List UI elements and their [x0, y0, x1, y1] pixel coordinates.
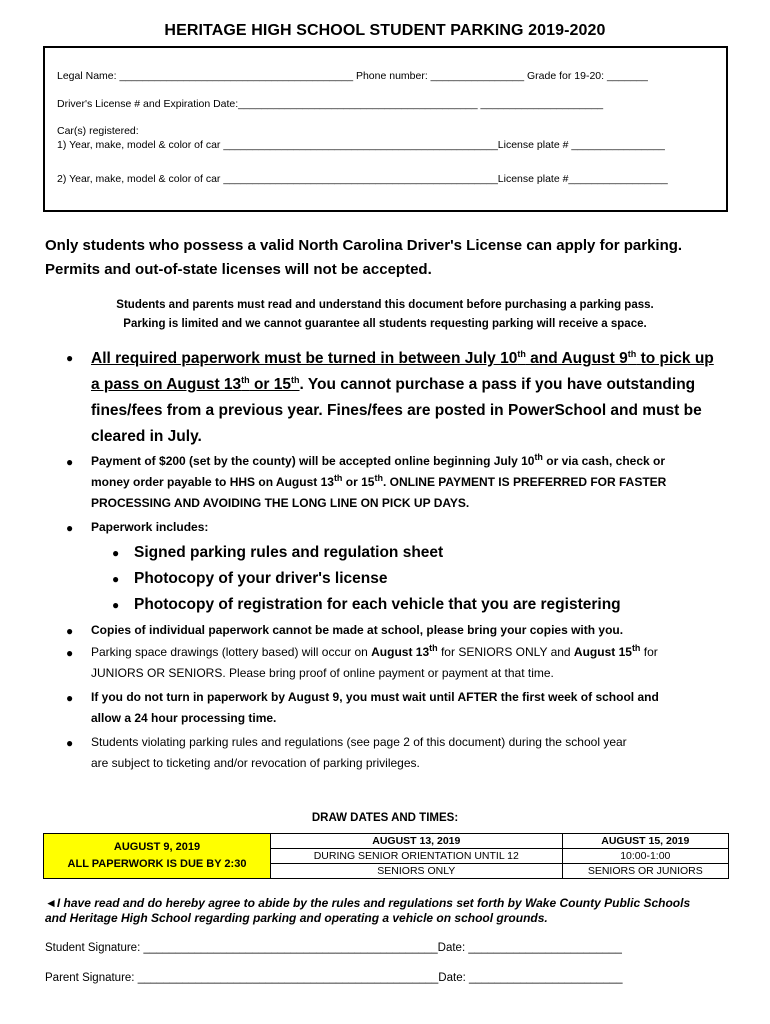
bullet-icon: ● [66, 646, 74, 660]
bullet-late-paperwork: If you do not turn in paperwork by August 9, you must wait until AFTER the first week of school and allow a 24 hour processing time. [91, 690, 659, 725]
bullet-violations: Students violating parking rules and regulations (see page 2 of this document) during the school year are subject to ticketing and/or revocation of parking privileges. [91, 735, 627, 770]
bullet-icon: ● [66, 624, 74, 638]
car-2-line[interactable]: 2) Year, make, model & color of car _______________________________________________License plate #_________________ [57, 173, 668, 185]
drivers-license-line[interactable]: Driver's License # and Expiration Date:_________________________________________ _____________________ [57, 98, 604, 110]
limited-parking-line: Parking is limited and we cannot guarantee all students requesting parking will receive a space. [123, 318, 647, 330]
car-1-line[interactable]: 1) Year, make, model & color of car _______________________________________________License plate # ________________ [57, 139, 665, 151]
aug13-time: DURING SENIOR ORIENTATION UNTIL 12 [271, 849, 563, 864]
bullet-icon: ● [66, 736, 74, 750]
aug15-time: 10:00-1:00 [562, 849, 728, 864]
student-signature-line[interactable]: Student Signature: ______________________________________________Date: ________________________ [45, 942, 622, 954]
bullet-payment: Payment of $200 (set by the county) will be accepted online beginning July 10th or via cash, check or money order payable to HHS on August 13th or 15th. ONLINE PAYMENT IS PREFERRED FOR FASTER PROCESSING AND AVOIDING THE LONG LINE ON PICK UP DAYS. [91, 452, 667, 510]
agreement-statement: ◄I have read and do hereby agree to abide by the rules and regulations set forth by Wake County Public Schools and Heritage High School regarding parking and operating a vehicle on school grounds. [45, 896, 691, 925]
draw-dates-heading: DRAW DATES AND TIMES: [311, 812, 459, 824]
bullet-icon: ● [66, 455, 74, 469]
draw-dates-table [43, 833, 729, 879]
eligibility-notice: Only students who possess a valid North Carolina Driver's License can apply for parking. Permits and out-of-state licenses will not be accepted. [45, 237, 683, 278]
bullet-copies: Copies of individual paperwork cannot be made at school, please bring your copies with you. [91, 623, 624, 637]
bullet-icon: ● [66, 691, 74, 705]
parent-signature-line[interactable]: Parent Signature: _______________________________________________Date: ________________________ [45, 972, 623, 984]
bullet-icon: ● [66, 351, 74, 365]
aug15-group: SENIORS OR JUNIORS [562, 864, 728, 879]
bullet-drawings: Parking space drawings (lottery based) will occur on August 13th for SENIORS ONLY and August 15th for JUNIORS OR SENIORS. Please bring proof of online payment or payment at that time. [91, 643, 658, 680]
page-title: HERITAGE HIGH SCHOOL STUDENT PARKING 2019-2020 [164, 22, 606, 39]
cars-registered-label: Car(s) registered: [57, 125, 139, 137]
sub-item-signed-rules: ● Signed parking rules and regulation sheet [112, 544, 444, 561]
bullet-paperwork-includes: Paperwork includes: [91, 520, 209, 534]
aug15-header: AUGUST 15, 2019 [562, 834, 728, 849]
sub-item-license-copy: ● Photocopy of your driver's license [112, 570, 388, 587]
name-phone-grade-line[interactable]: Legal Name: ________________________________________ Phone number: ________________ Grade for 19-20: _______ [57, 70, 648, 82]
read-notice-line: Students and parents must read and understand this document before purchasing a parking pass. [116, 299, 654, 311]
aug13-header: AUGUST 13, 2019 [271, 834, 563, 849]
aug13-group: SENIORS ONLY [271, 864, 563, 879]
sub-item-registration-copy: ● Photocopy of registration for each vehicle that you are registering [112, 596, 621, 613]
bullet-icon: ● [66, 521, 74, 535]
registration-form-box [43, 46, 728, 212]
bullet-paperwork-deadline: All required paperwork must be turned in between July 10th and August 9th to pick up a pass on August 13th or 15th. You cannot purchase a pass if you have outstanding fines/fees from a previous year. Fines/fees are posted in PowerSchool and must be cleared in July. [91, 348, 714, 445]
paperwork-due-cell: AUGUST 9, 2019 ALL PAPERWORK IS DUE BY 2:30 [44, 834, 271, 879]
